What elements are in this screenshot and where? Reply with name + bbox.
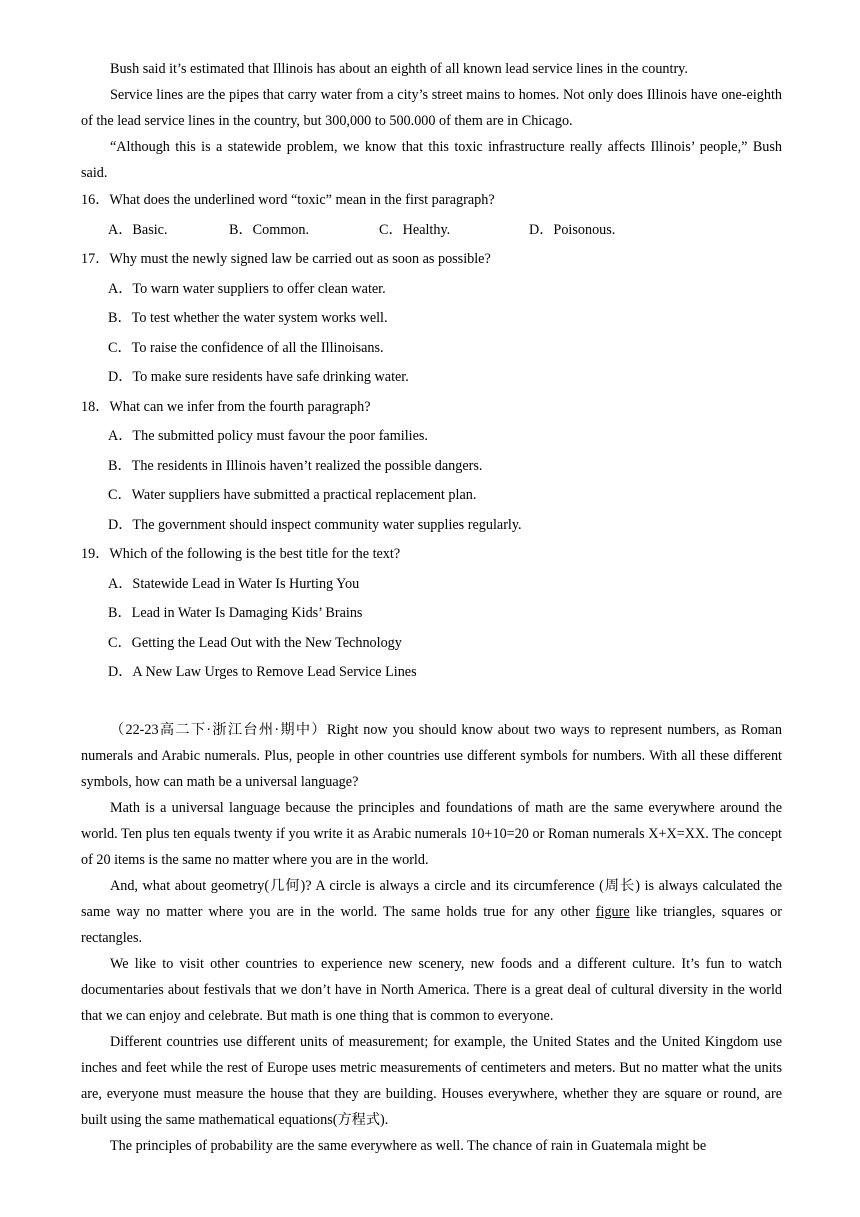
question-stem: 18．What can we infer from the fourth paragraph? [81, 398, 371, 415]
option-c: C．Water suppliers have submitted a practical replacement plan. [108, 487, 477, 503]
question-stem: 16．What does the underlined word “toxic” mean in the first paragraph? [81, 192, 495, 208]
option-b: B．Lead in Water Is Damaging Kids’ Brains [108, 605, 363, 621]
option-c: C．Healthy. [379, 221, 451, 238]
underlined-word: figure [595, 903, 630, 920]
option-row [81, 216, 782, 246]
option-d: D．The government should inspect community water supplies regularly. [108, 516, 522, 533]
paragraph: “Although this is a statewide problem, we know that this toxic infrastructure really affects Illinois’ people,” Bush said. [81, 139, 782, 181]
paragraph-text: Right now you should know about two ways to represent numbers, as Roman numerals and Arabic numerals. Plus, people in other countries use different symbols for numbers. With all these different symbols, how can math be a universal language? [81, 721, 782, 790]
passage-1 [81, 56, 782, 186]
paragraph [81, 717, 782, 795]
question-stem: 19．Which of the following is the best title for the text? [81, 546, 401, 562]
option-c: C．To raise the confidence of all the Illinoisans. [108, 339, 384, 356]
paragraph-text: And, what about geometry(几何)? A circle is always a circle and its circumference (周长) is always calculated the same way no matter where you are in the world. The same holds true for any other [81, 877, 782, 920]
question-16 [81, 186, 782, 245]
paragraph: Math is a universal language because the principles and foundations of math are the same everywhere around the world. Ten plus ten equals twenty if you write it as Arabic numerals 10+10=20 or Roman numerals X+X=XX. The concept of 20 items is the same no matter where you are in the world. [81, 799, 782, 868]
option-b: B．The residents in Illinois haven’t realized the possible dangers. [108, 457, 483, 474]
option-d: D．A New Law Urges to Remove Lead Service Lines [108, 664, 417, 680]
paragraph: We like to visit other countries to experience new scenery, new foods and a different culture. It’s fun to watch documentaries about festivals that we don’t have in North America. There is a great deal of cultural diversity in the world that we can enjoy and celebrate. But math is one thing that is common to everyone. [81, 955, 782, 1024]
option-a: A．The submitted policy must favour the poor families. [108, 428, 428, 444]
question-17 [81, 245, 782, 393]
option-c: C．Getting the Lead Out with the New Technology [108, 634, 402, 651]
paragraph: Different countries use different units of measurement; for example, the United States and the United Kingdom use inches and feet while the rest of Europe uses metric measurements of centimeters and meters. But no matter what the units are, everyone must measure the house that they are building. Houses everywhere, whether they are square or round, are built using the same mathematical equations(方程式). [81, 1033, 782, 1128]
question-18 [81, 393, 782, 541]
paragraph [81, 873, 782, 951]
option-b: B．To test whether the water system works well. [108, 310, 388, 326]
source-tag: （22-23高二下·浙江台州·期中） [110, 721, 327, 738]
option-a: A．To warn water suppliers to offer clean water. [108, 280, 386, 297]
passage-2 [81, 717, 782, 1159]
option-d: D．To make sure residents have safe drinking water. [108, 369, 409, 385]
option-a: A．Basic. [108, 221, 168, 238]
option-b: B．Common. [229, 221, 310, 238]
option-d: D．Poisonous. [529, 221, 616, 238]
question-stem: 17．Why must the newly signed law be carried out as soon as possible? [81, 251, 491, 267]
question-19 [81, 540, 782, 688]
paragraph: Service lines are the pipes that carry water from a city’s street mains to homes. Not only does Illinois have one-eighth of the lead service lines in the country, but 300,000 to 500.000 of them are in Chicago. [81, 87, 782, 129]
paragraph: The principles of probability are the same everywhere as well. The chance of rain in Guatemala might be [110, 1137, 707, 1154]
document-page [81, 56, 782, 1159]
paragraph-text: like triangles, squares or rectangles. [81, 903, 782, 946]
section-gap [81, 688, 782, 717]
option-a: A．Statewide Lead in Water Is Hurting You [108, 575, 360, 592]
paragraph: Bush said it’s estimated that Illinois has about an eighth of all known lead service lines in the country. [110, 61, 688, 77]
